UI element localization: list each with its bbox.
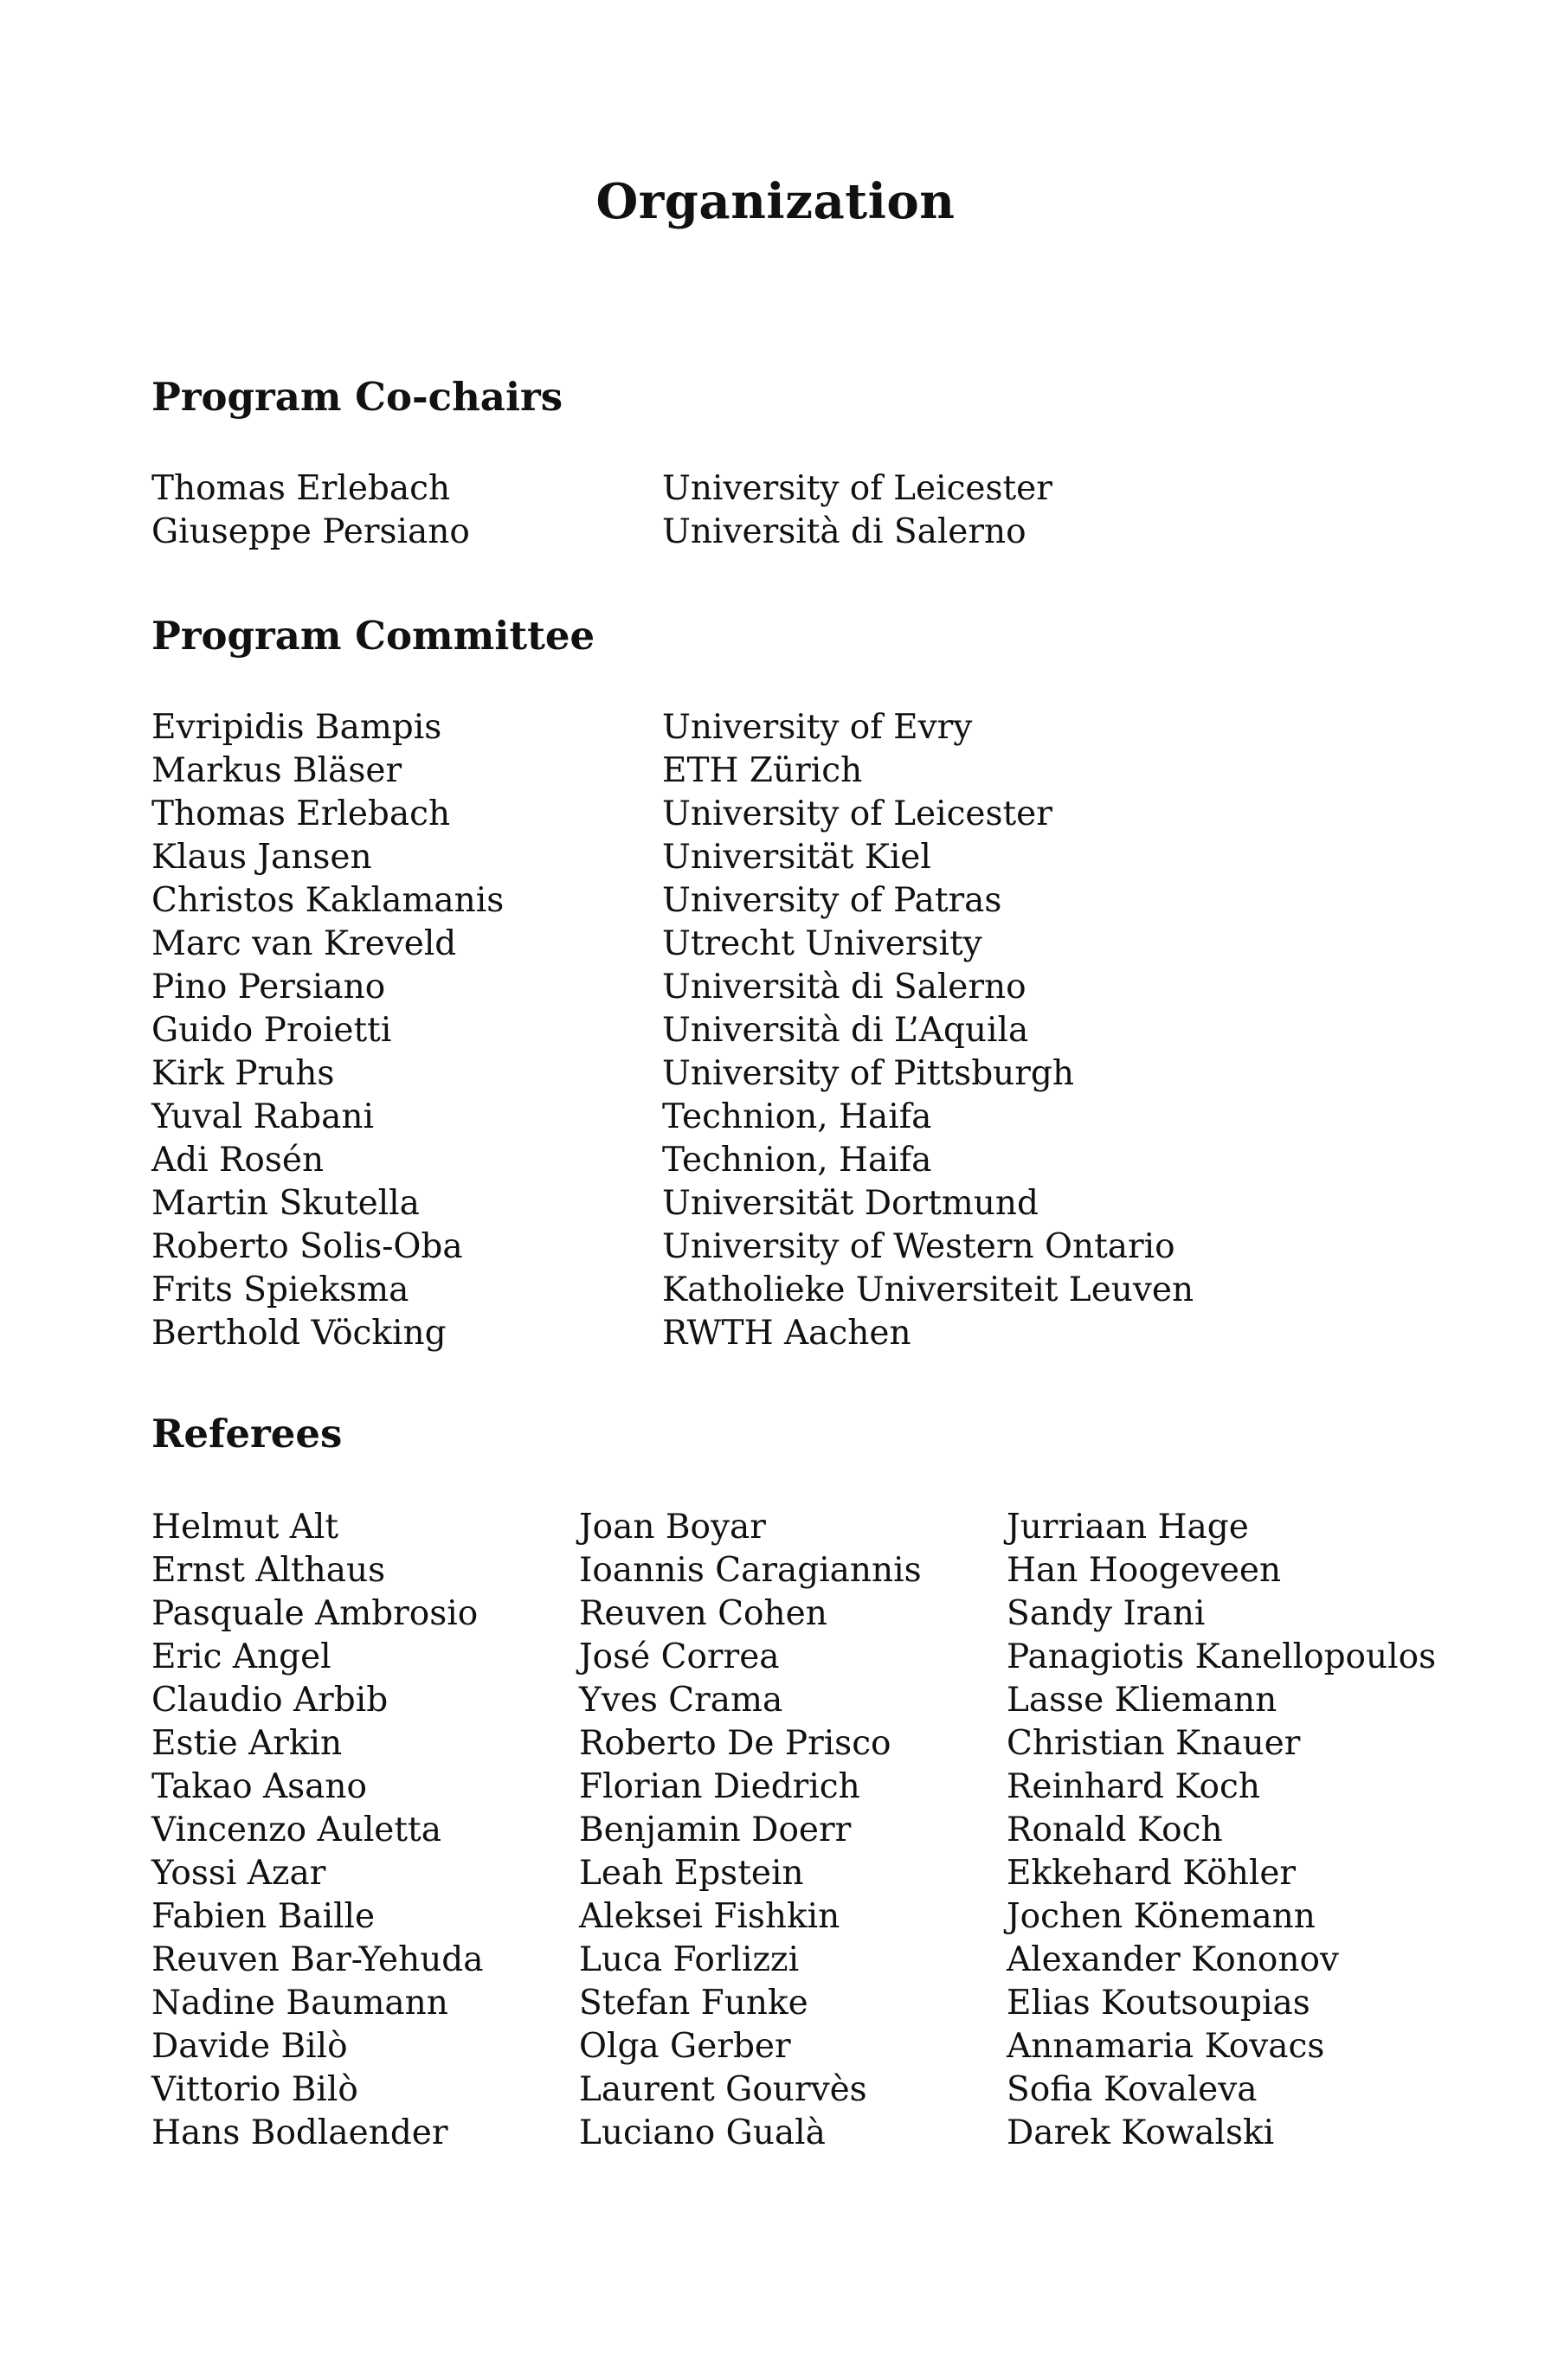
committee-row (151, 1225, 1450, 1269)
referee-name: Ernst Althaus (151, 1551, 386, 1590)
referee-name: Jochen Könemann (1007, 1897, 1316, 1936)
referee-name: Elias Koutsoupias (1007, 1984, 1310, 2023)
referee-name: Sandy Irani (1007, 1594, 1206, 1633)
referee-name: Olga Gerber (579, 2027, 791, 2066)
member-name: Adi Rosén (151, 1141, 325, 1180)
member-affiliation: Università di Salerno (662, 512, 1026, 551)
member-affiliation: University of Leicester (662, 794, 1052, 833)
committee-row (151, 966, 1450, 1009)
member-name: Evripidis Bampis (151, 708, 442, 747)
committee-row (151, 1312, 1450, 1355)
referee-name: Takao Asano (151, 1767, 368, 1806)
referee-name: Estie Arkin (151, 1724, 343, 1763)
member-affiliation: Università di Salerno (662, 968, 1026, 1007)
referees-heading: Referees (151, 1411, 343, 1457)
committee-row (151, 1139, 1450, 1182)
cochair-row (151, 511, 1450, 554)
referee-name: Aleksei Fishkin (579, 1897, 840, 1936)
referee-name: Reinhard Koch (1007, 1767, 1260, 1806)
committee-list (151, 706, 1450, 1355)
referee-name: Pasquale Ambrosio (151, 1594, 479, 1633)
member-name: Frits Spieksma (151, 1270, 409, 1309)
referees-column-2 (579, 1506, 1007, 2155)
referee-name: Stefan Funke (579, 1984, 808, 2023)
referee-name: Eric Angel (151, 1637, 331, 1676)
referee-name: Darek Kowalski (1007, 2113, 1275, 2152)
referee-name: Reuven Cohen (579, 1594, 827, 1633)
member-name: Roberto Solis-Oba (151, 1227, 463, 1266)
referee-name: Joan Boyar (579, 1508, 766, 1547)
member-name: Yuval Rabani (151, 1097, 374, 1136)
committee-row (151, 1096, 1450, 1139)
member-name: Thomas Erlebach (151, 794, 451, 833)
committee-row (151, 923, 1450, 966)
member-name: Christos Kaklamanis (151, 881, 505, 920)
referee-name: José Correa (579, 1637, 780, 1676)
committee-row (151, 749, 1450, 793)
referee-name: Roberto De Prisco (579, 1724, 891, 1763)
member-affiliation: University of Western Ontario (662, 1227, 1175, 1266)
referee-name: Benjamin Doerr (579, 1811, 852, 1849)
committee-row (151, 706, 1450, 749)
referee-name: Luciano Gualà (579, 2113, 826, 2152)
cochairs-list (151, 467, 1450, 554)
member-affiliation: Universität Dortmund (662, 1184, 1039, 1223)
committee-heading: Program Committee (151, 613, 595, 659)
cochair-row (151, 467, 1450, 511)
member-name: Thomas Erlebach (151, 469, 451, 508)
referee-name: Yossi Azar (151, 1854, 326, 1893)
referee-name: Annamaria Kovacs (1007, 2027, 1325, 2066)
referee-name: Luca Forlizzi (579, 1940, 800, 1979)
referee-name: Nadine Baumann (151, 1984, 448, 2023)
referee-name: Vincenzo Auletta (151, 1811, 441, 1849)
referee-name: Leah Epstein (579, 1854, 804, 1893)
member-name: Guido Proietti (151, 1011, 392, 1050)
committee-row (151, 1269, 1450, 1312)
member-affiliation: Utrecht University (662, 924, 982, 963)
cochairs-heading: Program Co-chairs (151, 374, 563, 420)
referee-name: Ronald Koch (1007, 1811, 1223, 1849)
referees-column-1 (151, 1506, 579, 2155)
referee-name: Alexander Kononov (1007, 1940, 1339, 1979)
member-affiliation: University of Pittsburgh (662, 1054, 1074, 1093)
referee-name: Reuven Bar-Yehuda (151, 1940, 484, 1979)
member-affiliation: Technion, Haifa (662, 1141, 932, 1180)
member-affiliation: University of Leicester (662, 469, 1052, 508)
page-title: Organization (595, 173, 956, 230)
referees-column-3 (1007, 1506, 1437, 2155)
referee-name: Sofia Kovaleva (1007, 2070, 1258, 2109)
referee-name: Panagiotis Kanellopoulos (1007, 1637, 1437, 1676)
referee-name: Hans Bodlaender (151, 2113, 448, 2152)
referee-name: Claudio Arbib (151, 1681, 389, 1720)
committee-row (151, 879, 1450, 923)
committee-row (151, 793, 1450, 836)
referee-name: Lasse Kliemann (1007, 1681, 1277, 1720)
member-name: Klaus Jansen (151, 838, 372, 877)
referee-name: Davide Bilò (151, 2027, 348, 2066)
member-affiliation: Università di L’Aquila (662, 1011, 1029, 1050)
referee-name: Yves Crama (579, 1681, 783, 1720)
referee-name: Helmut Alt (151, 1508, 339, 1547)
member-name: Giuseppe Persiano (151, 512, 470, 551)
committee-row (151, 1052, 1450, 1096)
referee-name: Vittorio Bilò (151, 2070, 358, 2109)
referee-name: Jurriaan Hage (1007, 1508, 1249, 1547)
member-name: Marc van Kreveld (151, 924, 457, 963)
referee-name: Christian Knauer (1007, 1724, 1301, 1763)
committee-row (151, 1182, 1450, 1225)
member-affiliation: Katholieke Universiteit Leuven (662, 1270, 1194, 1309)
referee-name: Fabien Baille (151, 1897, 376, 1936)
member-name: Markus Bläser (151, 751, 402, 790)
member-name: Berthold Vöcking (151, 1314, 447, 1353)
member-affiliation: Technion, Haifa (662, 1097, 932, 1136)
member-name: Pino Persiano (151, 968, 386, 1007)
member-name: Kirk Pruhs (151, 1054, 335, 1093)
referee-name: Ioannis Caragiannis (579, 1551, 922, 1590)
member-name: Martin Skutella (151, 1184, 420, 1223)
committee-row (151, 1009, 1450, 1052)
referees-list (151, 1506, 1450, 2155)
referee-name: Ekkehard Köhler (1007, 1854, 1297, 1893)
referee-name: Florian Diedrich (579, 1767, 860, 1806)
member-affiliation: Universität Kiel (662, 838, 931, 877)
member-affiliation: University of Patras (662, 881, 1002, 920)
committee-row (151, 836, 1450, 879)
member-affiliation: RWTH Aachen (662, 1314, 911, 1353)
referee-name: Laurent Gourvès (579, 2070, 867, 2109)
member-affiliation: University of Evry (662, 708, 973, 747)
member-affiliation: ETH Zürich (662, 751, 863, 790)
referee-name: Han Hoogeveen (1007, 1551, 1282, 1590)
